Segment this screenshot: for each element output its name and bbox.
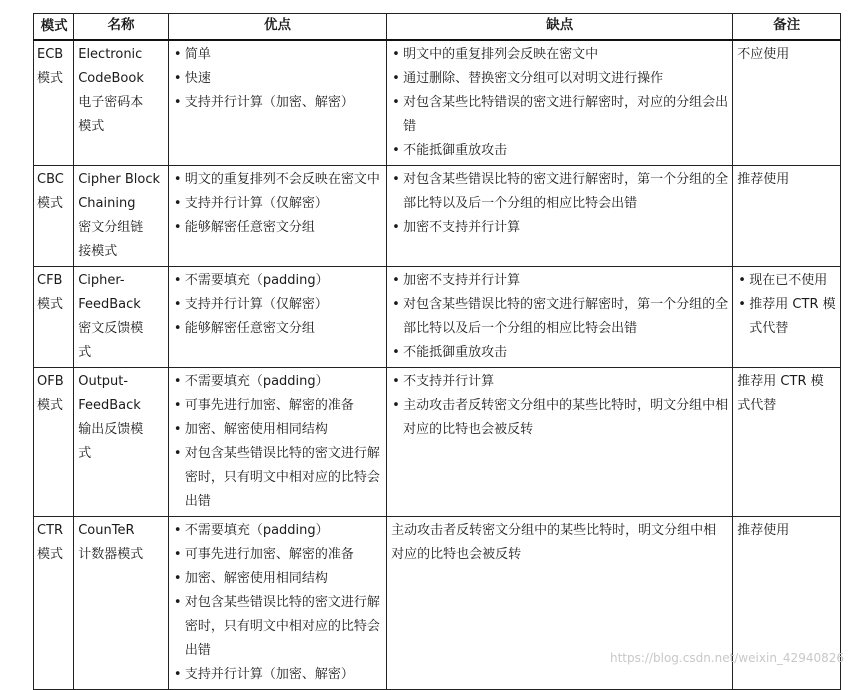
name-cell-line: 式: [78, 446, 92, 461]
pros-cell-list: [173, 43, 382, 115]
list-item: • 对包含某些错误比特的密文进行解密时，第一个分组的全部比特以及后一个分组的相应比特会出错: [391, 168, 728, 216]
name-cell-line: CounTeR: [78, 523, 135, 538]
list-item: • 能够解密任意密文分组: [173, 317, 382, 341]
name-cell: [74, 166, 169, 267]
mode-cell-line: CTR: [37, 523, 64, 538]
list-item: • 不需要填充（padding）: [173, 370, 382, 394]
cons-cell-text: 主动攻击者反转密文分组中的某些比特时，明文分组中相对应的比特也会被反转: [391, 523, 717, 562]
note-cell: [733, 40, 841, 166]
block-cipher-modes-table: [33, 13, 841, 690]
name-cell-line: 模式: [78, 119, 105, 134]
table-row: [34, 40, 841, 166]
name-cell-line: Output-: [78, 374, 129, 389]
watermark: https://blog.csdn.net/weixin_42940826: [609, 651, 844, 665]
table-row: [34, 166, 841, 267]
list-item: • 主动攻击者反转密文分组中的某些比特时，明文分组中相对应的比特也会被反转: [391, 394, 728, 442]
name-cell: [74, 517, 169, 690]
table-row: [34, 267, 841, 368]
header-row: [34, 14, 841, 41]
pros-cell-list: [173, 519, 382, 687]
mode-cell: [34, 517, 74, 690]
list-item: • 加密不支持并行计算: [391, 216, 728, 240]
mode-cell-line: OFB: [37, 374, 64, 389]
note-cell-text: 推荐用 CTR 模式代替: [737, 374, 824, 413]
mode-cell: [34, 166, 74, 267]
header-pros: 优点: [168, 14, 386, 41]
list-item: • 不能抵御重放攻击: [391, 341, 728, 365]
list-item: • 不能抵御重放攻击: [391, 139, 728, 163]
list-item: • 不支持并行计算: [391, 370, 728, 394]
mode-cell-line: 模式: [37, 297, 64, 312]
list-item: • 可事先进行加密、解密的准备: [173, 543, 382, 567]
mode-cell-line: ECB: [37, 47, 64, 62]
name-cell-line: CodeBook: [78, 71, 144, 86]
list-item: • 支持并行计算（仅解密）: [173, 192, 382, 216]
header-name: 名称: [74, 14, 169, 41]
mode-cell-line: 模式: [37, 196, 64, 211]
list-item: • 明文的重复排列不会反映在密文中: [173, 168, 382, 192]
name-cell-line: 电子密码本: [78, 95, 144, 110]
list-item: • 明文中的重复排列会反映在密文中: [391, 43, 728, 67]
cons-cell-list: [391, 269, 728, 365]
pros-cell: [168, 166, 386, 267]
cons-cell: [387, 40, 733, 166]
note-cell-text: 推荐使用: [737, 523, 790, 538]
list-item: • 对包含某些错误比特的密文进行解密时，只有明文中相对应的比特会出错: [173, 591, 382, 663]
pros-cell-list: [173, 269, 382, 341]
name-cell-line: Cipher Block: [78, 172, 161, 187]
name-cell-line: Chaining: [78, 196, 136, 211]
cons-cell: [387, 166, 733, 267]
list-item: • 快速: [173, 67, 382, 91]
pros-cell: [168, 517, 386, 690]
pros-cell: [168, 267, 386, 368]
mode-cell-line: 模式: [37, 71, 64, 86]
list-item: • 对包含某些错误比特的密文进行解密时，第一个分组的全部比特以及后一个分组的相应比特会出错: [391, 293, 728, 341]
pros-cell-list: [173, 370, 382, 514]
list-item: • 推荐用 CTR 模式代替: [737, 293, 836, 341]
cons-cell-list: [391, 168, 728, 240]
list-item: • 加密、解密使用相同结构: [173, 567, 382, 591]
cons-cell: [387, 267, 733, 368]
name-cell: [74, 40, 169, 166]
mode-cell: [34, 40, 74, 166]
cons-cell: [387, 368, 733, 517]
pros-cell: [168, 40, 386, 166]
list-item: • 加密不支持并行计算: [391, 269, 728, 293]
list-item: • 对包含某些比特错误的密文进行解密时，对应的分组会出错: [391, 91, 728, 139]
name-cell-line: FeedBack: [78, 297, 141, 312]
note-cell: [733, 368, 841, 517]
name-cell: [74, 267, 169, 368]
header-cons: 缺点: [387, 14, 733, 41]
cons-cell-list: [391, 370, 728, 442]
note-cell-text: 不应使用: [737, 47, 790, 62]
list-item: • 加密、解密使用相同结构: [173, 418, 382, 442]
list-item: • 现在已不使用: [737, 269, 836, 293]
list-item: • 支持并行计算（加密、解密）: [173, 663, 382, 687]
list-item: • 可事先进行加密、解密的准备: [173, 394, 382, 418]
name-cell-line: 计数器模式: [78, 547, 144, 562]
name-cell-line: Cipher-: [78, 273, 125, 288]
note-cell: [733, 166, 841, 267]
name-cell-line: 式: [78, 345, 92, 360]
name-cell-line: 输出反馈模: [78, 422, 144, 437]
list-item: • 不需要填充（padding）: [173, 269, 382, 293]
name-cell-line: FeedBack: [78, 398, 141, 413]
cons-cell-list: [391, 43, 728, 163]
name-cell-line: 接模式: [78, 244, 118, 259]
mode-cell: [34, 368, 74, 517]
header-mode: 模式: [34, 14, 74, 41]
name-cell-line: 密文反馈模: [78, 321, 144, 336]
note-cell-list: [737, 269, 836, 341]
list-item: • 对包含某些错误比特的密文进行解密时，只有明文中相对应的比特会出错: [173, 442, 382, 514]
table-row: [34, 368, 841, 517]
pros-cell-list: [173, 168, 382, 240]
list-item: • 支持并行计算（仅解密）: [173, 293, 382, 317]
list-item: • 能够解密任意密文分组: [173, 216, 382, 240]
header-note: 备注: [733, 14, 841, 41]
name-cell: [74, 368, 169, 517]
list-item: • 简单: [173, 43, 382, 67]
mode-cell-line: CBC: [37, 172, 64, 187]
mode-cell-line: 模式: [37, 547, 64, 562]
list-item: • 不需要填充（padding）: [173, 519, 382, 543]
note-cell: [733, 267, 841, 368]
pros-cell: [168, 368, 386, 517]
name-cell-line: Electronic: [78, 47, 143, 62]
list-item: • 通过删除、替换密文分组可以对明文进行操作: [391, 67, 728, 91]
list-item: • 支持并行计算（加密、解密）: [173, 91, 382, 115]
mode-cell-line: CFB: [37, 273, 63, 288]
name-cell-line: 密文分组链: [78, 220, 144, 235]
mode-cell-line: 模式: [37, 398, 64, 413]
note-cell-text: 推荐使用: [737, 172, 790, 187]
mode-cell: [34, 267, 74, 368]
